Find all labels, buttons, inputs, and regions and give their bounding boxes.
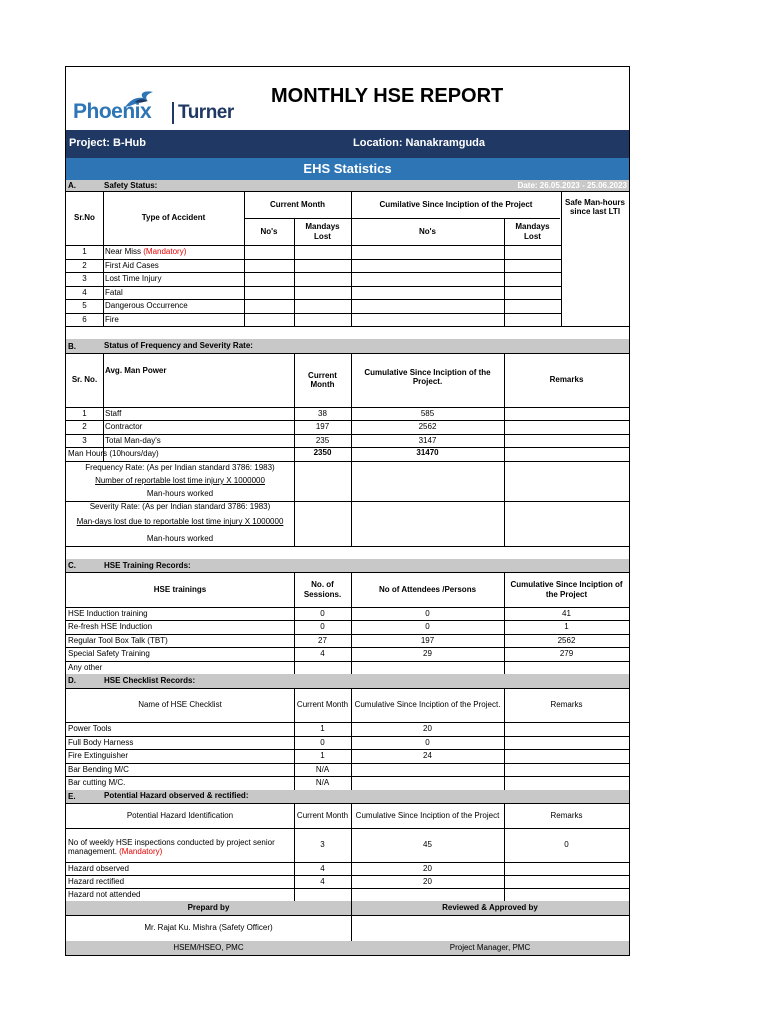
c-row-1-sessions: 0	[320, 608, 325, 618]
b-row-3-label: Total Man-day's	[105, 435, 161, 445]
b-manhours-cumulative: 31470	[416, 448, 439, 458]
c-row-2-attendees: 0	[425, 622, 430, 632]
b-row-1-label: Staff	[105, 408, 122, 418]
a-row-4-sr: 4	[82, 287, 87, 297]
d-row-1-cumulative: 20	[423, 724, 432, 734]
d-col-current: Current Month	[296, 700, 349, 710]
a-row-5-sr: 5	[82, 301, 87, 311]
mandatory-tag: (Mandatory)	[119, 847, 163, 857]
e-row-1-current: 4	[320, 863, 325, 873]
section-a-letter: A.	[68, 181, 76, 190]
a-row-6-label: Fire	[105, 314, 119, 324]
prepared-by-label: Prepard by	[187, 903, 230, 913]
a-col-type: Type of Accident	[141, 213, 206, 223]
report-date-range: Date: 26.05.2023 - 25.06.2023	[517, 181, 627, 190]
frequency-rate-numerator: Number of reportable lost time injury X 1000000	[95, 475, 265, 485]
c-col-attendees: No of Attendees /Persons	[378, 584, 477, 594]
section-c-title: HSE Training Records:	[104, 561, 191, 570]
d-row-1-label: Power Tools	[68, 724, 112, 734]
b-row-1-current: 38	[318, 408, 327, 418]
e-inspections-remarks: 0	[564, 840, 569, 850]
c-row-2-sessions: 0	[320, 622, 325, 632]
b-col-cumulative: Cumulative Since Inciption of the Project.	[364, 367, 491, 386]
e-inspections-current: 3	[320, 840, 325, 850]
section-e-letter: E.	[68, 792, 76, 801]
b-row-1-sr: 1	[82, 408, 87, 418]
c-row-3-attendees: 197	[420, 635, 435, 645]
b-col-srno: Sr. No.	[71, 375, 98, 385]
c-col-trainings: HSE trainings	[153, 584, 207, 594]
c-row-4-label: Special Safety Training	[68, 649, 150, 659]
hse-report-sheet	[65, 66, 630, 956]
c-row-1-label: HSE Induction training	[68, 608, 148, 618]
c-row-3-sessions: 27	[318, 635, 327, 645]
d-row-4-label: Bar Bending M/C	[68, 764, 129, 774]
b-col-current: Current Month	[308, 370, 337, 389]
c-row-3-cumulative: 2562	[557, 635, 576, 645]
a-row-1-sr: 1	[82, 247, 87, 257]
section-d-letter: D.	[68, 676, 76, 685]
section-a-title: Safety Status:	[104, 181, 158, 190]
project-bar	[66, 130, 629, 158]
a-row-6-sr: 6	[82, 314, 87, 324]
section-b-letter: B.	[68, 342, 76, 351]
signature-header	[66, 901, 629, 915]
c-col-cumulative: Cumulative Since Inciption of the Project	[510, 580, 623, 599]
b-row-3-cumulative: 3147	[418, 435, 437, 445]
a-row-3-sr: 3	[82, 274, 87, 284]
c-row-3-label: Regular Tool Box Talk (TBT)	[68, 635, 168, 645]
d-row-2-current: 0	[320, 737, 325, 747]
e-row-1-label: Hazard observed	[68, 863, 129, 873]
e-row-1-cumulative: 20	[423, 863, 432, 873]
d-row-4-current: N/A	[315, 764, 330, 774]
c-row-4-attendees: 29	[423, 649, 432, 659]
d-row-5-current: N/A	[315, 778, 330, 788]
d-row-2-cumulative: 0	[425, 737, 430, 747]
c-row-4-sessions: 4	[320, 649, 325, 659]
d-row-2-label: Full Body Harness	[68, 737, 134, 747]
c-row-1-attendees: 0	[425, 608, 430, 618]
a-col-srno: Sr.No	[74, 213, 95, 223]
d-row-3-cumulative: 24	[423, 751, 432, 761]
section-a-header	[66, 180, 629, 191]
b-manhours-current: 2350	[313, 448, 332, 458]
e-col-cumulative: Cumulative Since Inciption of the Project	[355, 810, 500, 820]
e-row-2-label: Hazard rectified	[68, 876, 125, 886]
d-row-1-current: 1	[320, 724, 325, 734]
d-col-cumulative: Cumulative Since Inciption of the Project.	[354, 700, 501, 710]
c-row-4-cumulative: 279	[559, 649, 574, 659]
report-title: MONTHLY HSE REPORT	[271, 85, 504, 107]
b-row-3-sr: 3	[82, 435, 87, 445]
ehs-statistics-band: EHS Statistics	[66, 158, 629, 180]
b-row-2-sr: 2	[82, 422, 87, 432]
section-e-header	[66, 790, 629, 803]
b-row-2-label: Contractor	[105, 422, 143, 432]
a-row-5-label: Dangerous Occurrence	[105, 301, 188, 311]
mandatory-tag: (Mandatory)	[143, 247, 187, 257]
d-row-3-current: 1	[320, 751, 325, 761]
signature-roles	[66, 941, 629, 955]
severity-rate-numerator: Man-days lost due to reportable lost time injury X 1000000	[76, 517, 284, 527]
frequency-rate-denominator: Man-hours worked	[146, 488, 214, 498]
c-row-1-cumulative: 41	[562, 608, 571, 618]
a-col-current: Current Month	[269, 199, 326, 209]
frequency-rate-title: Frequency Rate: (As per Indian standard 3786: 1983)	[85, 463, 275, 473]
section-c-letter: C.	[68, 561, 76, 570]
prepared-role: HSEM/HSEO, PMC	[173, 943, 244, 953]
reviewed-by-label: Reviewed & Approved by	[442, 903, 538, 913]
b-col-remarks: Remarks	[549, 375, 584, 385]
a-col-nos: No's	[260, 226, 278, 236]
b-row-2-cumulative: 2562	[418, 422, 437, 432]
reviewed-role: Project Manager, PMC	[449, 943, 531, 953]
a-col-safe-manhours: Safe Man-hours since last LTI	[564, 198, 625, 217]
company-logo	[71, 87, 234, 127]
severity-rate-denominator: Man-hours worked	[146, 534, 214, 544]
a-row-1-text: Near Miss	[105, 247, 144, 257]
a-row-2-label: First Aid Cases	[105, 260, 159, 270]
logo-phoenix-text: Phoenix	[73, 100, 152, 123]
a-row-3-label: Lost Time Injury	[105, 274, 162, 284]
d-row-5-label: Bar cutting M/C.	[68, 778, 126, 788]
project-location: Location: Nanakramguda	[353, 137, 486, 149]
e-col-name: Potential Hazard Identification	[126, 810, 234, 820]
a-row-1-label	[103, 245, 244, 259]
e-inspections-text: No of weekly HSE inspections conducted by project senior management.	[68, 838, 275, 857]
a-col-nos-cumulative: No's	[418, 226, 436, 236]
c-row-5-label: Any other	[68, 662, 103, 672]
c-row-2-cumulative: 1	[564, 622, 569, 632]
logo-turner-text: Turner	[178, 102, 234, 123]
a-col-cumulative: Cumilative Since Inciption of the Project	[379, 199, 533, 209]
e-row-2-current: 4	[320, 876, 325, 886]
a-col-mandays-cumulative: Mandays Lost	[515, 222, 550, 241]
e-inspections-cumulative: 45	[423, 840, 432, 850]
section-b-header	[66, 339, 629, 353]
e-row-2-cumulative: 20	[423, 876, 432, 886]
b-manhours-label: Man Hours (10hours/day)	[68, 449, 159, 459]
b-col-avg-manpower: Avg. Man Power	[105, 366, 167, 376]
section-c-header	[66, 559, 629, 572]
logo-divider	[172, 102, 174, 124]
c-row-2-label: Re-fresh HSE Induction	[68, 622, 153, 632]
d-col-name: Name of HSE Checklist	[138, 700, 222, 710]
e-col-remarks: Remarks	[550, 810, 583, 820]
a-row-2-sr: 2	[82, 260, 87, 270]
e-col-current: Current Month	[296, 810, 349, 820]
a-col-mandays: Mandays Lost	[305, 222, 340, 241]
c-col-sessions: No. of Sessions.	[303, 580, 342, 599]
b-row-1-cumulative: 585	[420, 408, 435, 418]
e-row-3-label: Hazard not attended	[68, 889, 141, 899]
b-row-2-current: 197	[315, 422, 330, 432]
section-d-header	[66, 674, 629, 688]
b-row-3-current: 235	[315, 435, 330, 445]
prepared-by-name: Mr. Rajat Ku. Mishra (Safety Officer)	[144, 923, 273, 933]
a-row-4-label: Fatal	[105, 287, 123, 297]
section-d-title: HSE Checklist Records:	[104, 676, 196, 685]
d-row-3-label: Fire Extinguisher	[68, 751, 129, 761]
severity-rate-title: Severity Rate: (As per Indian standard 3786: 1983)	[89, 502, 271, 512]
section-e-title: Potential Hazard observed & rectified:	[104, 791, 249, 800]
e-inspections-label	[66, 828, 294, 862]
section-b-title: Status of Frequency and Severity Rate:	[104, 341, 253, 350]
project-name: Project: B-Hub	[69, 137, 146, 149]
d-col-remarks: Remarks	[550, 700, 583, 710]
